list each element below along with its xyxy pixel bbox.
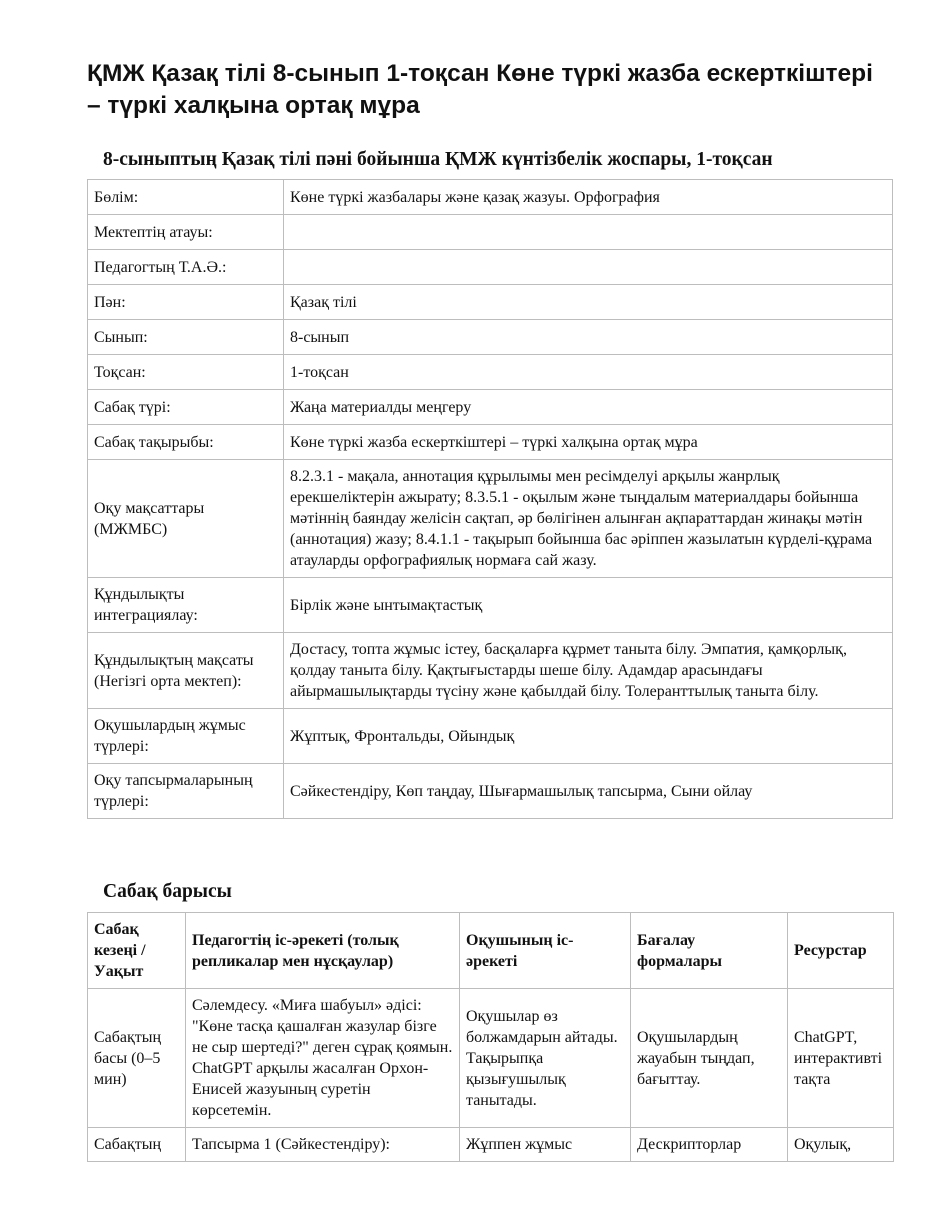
page-title: ҚМЖ Қазақ тілі 8-сынып 1-тоқсан Көне түркі жазба ескерткіштері – түркі халқына ортақ мұра [87, 60, 873, 119]
info-key: Сабақ түрі: [88, 390, 284, 425]
info-key: Құндылықтың мақсаты (Негізгі орта мектеп): [88, 633, 284, 709]
assessment-cell: Оқушылардың жауабын тыңдап, бағыттау. [631, 989, 788, 1128]
info-row [88, 215, 893, 250]
info-value: Қазақ тілі [284, 285, 893, 320]
info-row [88, 633, 893, 709]
info-row [88, 355, 893, 390]
info-key: Педагогтың Т.А.Ә.: [88, 250, 284, 285]
info-key: Оқушылардың жұмыс түрлері: [88, 709, 284, 764]
info-value: 8.2.3.1 - мақала, аннотация құрылымы мен ресімделуі арқылы жанрлық ерекшеліктерін ажырату; 8.3.5.1 - оқылым және тыңдалым материалдары бойынша мәтіннің баяндау желісін сақтап, әр бөлігінен алынған ақпараттардан жинақы мәтін (аннотация) жазу; 8.4.1.1 - тақырып бойынша бас әріппен жазылатын күрделі-құрама атауларды орфографиялық нормаға сай жазу. [284, 460, 893, 578]
info-row [88, 180, 893, 215]
info-value: Көне түркі жазбалары және қазақ жазуы. Орфография [284, 180, 893, 215]
lesson-heading: Сабақ барысы [103, 881, 232, 902]
info-row [88, 250, 893, 285]
info-row [88, 709, 893, 764]
lesson-info-table [87, 179, 893, 819]
info-row [88, 390, 893, 425]
lesson-flow-table [87, 912, 894, 1162]
header-assessment: Бағалау формалары [631, 913, 788, 989]
info-row [88, 578, 893, 633]
info-key: Пән: [88, 285, 284, 320]
table-row [88, 1128, 894, 1162]
info-value: 1-тоқсан [284, 355, 893, 390]
info-key: Мектептің атауы: [88, 215, 284, 250]
info-key: Бөлім: [88, 180, 284, 215]
info-value: Сәйкестендіру, Көп таңдау, Шығармашылық тапсырма, Сыни ойлау [284, 764, 893, 819]
info-row [88, 460, 893, 578]
info-value: Жаңа материалды меңгеру [284, 390, 893, 425]
info-row [88, 285, 893, 320]
stage-cell: Сабақтың басы (0–5 мин) [88, 989, 186, 1128]
resources-cell: ChatGPT, интерактивті тақта [788, 989, 894, 1128]
lesson-header-row [88, 913, 894, 989]
info-key: Оқу тапсырмаларының түрлері: [88, 764, 284, 819]
header-student-activity: Оқушының іс-әрекеті [460, 913, 631, 989]
info-row [88, 764, 893, 819]
info-key: Оқу мақсаттары (МЖМБС) [88, 460, 284, 578]
info-value [284, 250, 893, 285]
student-activity-cell: Оқушылар өз болжамдарын айтады. Тақырыпқа қызығушылық танытады. [460, 989, 631, 1128]
info-value: Бірлік және ынтымақтастық [284, 578, 893, 633]
info-key: Құндылықты интеграциялау: [88, 578, 284, 633]
info-value: Достасу, топта жұмыс істеу, басқаларға құрмет таныта білу. Эмпатия, қамқорлық, қолдау таныта білу. Қақтығыстарды шеше білу. Адамдар арасындағы айырмашылықтарды түсіну және қабылдай білу. Толеранттылық таныта білу. [284, 633, 893, 709]
table-row [88, 989, 894, 1128]
assessment-cell: Дескрипторлар [631, 1128, 788, 1162]
resources-cell: Оқулық, [788, 1128, 894, 1162]
student-activity-cell: Жұппен жұмыс [460, 1128, 631, 1162]
header-resources: Ресурстар [788, 913, 894, 989]
info-row [88, 320, 893, 355]
header-teacher-activity: Педагогтің іс-әрекеті (толық репликалар мен нұсқаулар) [186, 913, 460, 989]
info-key: Сабақ тақырыбы: [88, 425, 284, 460]
info-value: 8-сынып [284, 320, 893, 355]
info-row [88, 425, 893, 460]
plan-heading: 8-сыныптың Қазақ тілі пәні бойынша ҚМЖ күнтізбелік жоспары, 1-тоқсан [103, 149, 773, 170]
info-value: Жұптық, Фронтальды, Ойындық [284, 709, 893, 764]
info-value: Көне түркі жазба ескерткіштері – түркі халқына ортақ мұра [284, 425, 893, 460]
info-key: Сынып: [88, 320, 284, 355]
header-stage: Сабақ кезеңі / Уақыт [88, 913, 186, 989]
stage-cell: Сабақтың [88, 1128, 186, 1162]
teacher-activity-cell: Тапсырма 1 (Сәйкестендіру): [186, 1128, 460, 1162]
teacher-activity-cell: Сәлемдесу. «Миға шабуыл» әдісі: "Көне тасқа қашалған жазулар бізге не сыр шертеді?" деген сұрақ қоямын. ChatGPT арқылы жасалған Орхон-Енисей жазуының суретін көрсетемін. [186, 989, 460, 1128]
info-key: Тоқсан: [88, 355, 284, 390]
info-value [284, 215, 893, 250]
